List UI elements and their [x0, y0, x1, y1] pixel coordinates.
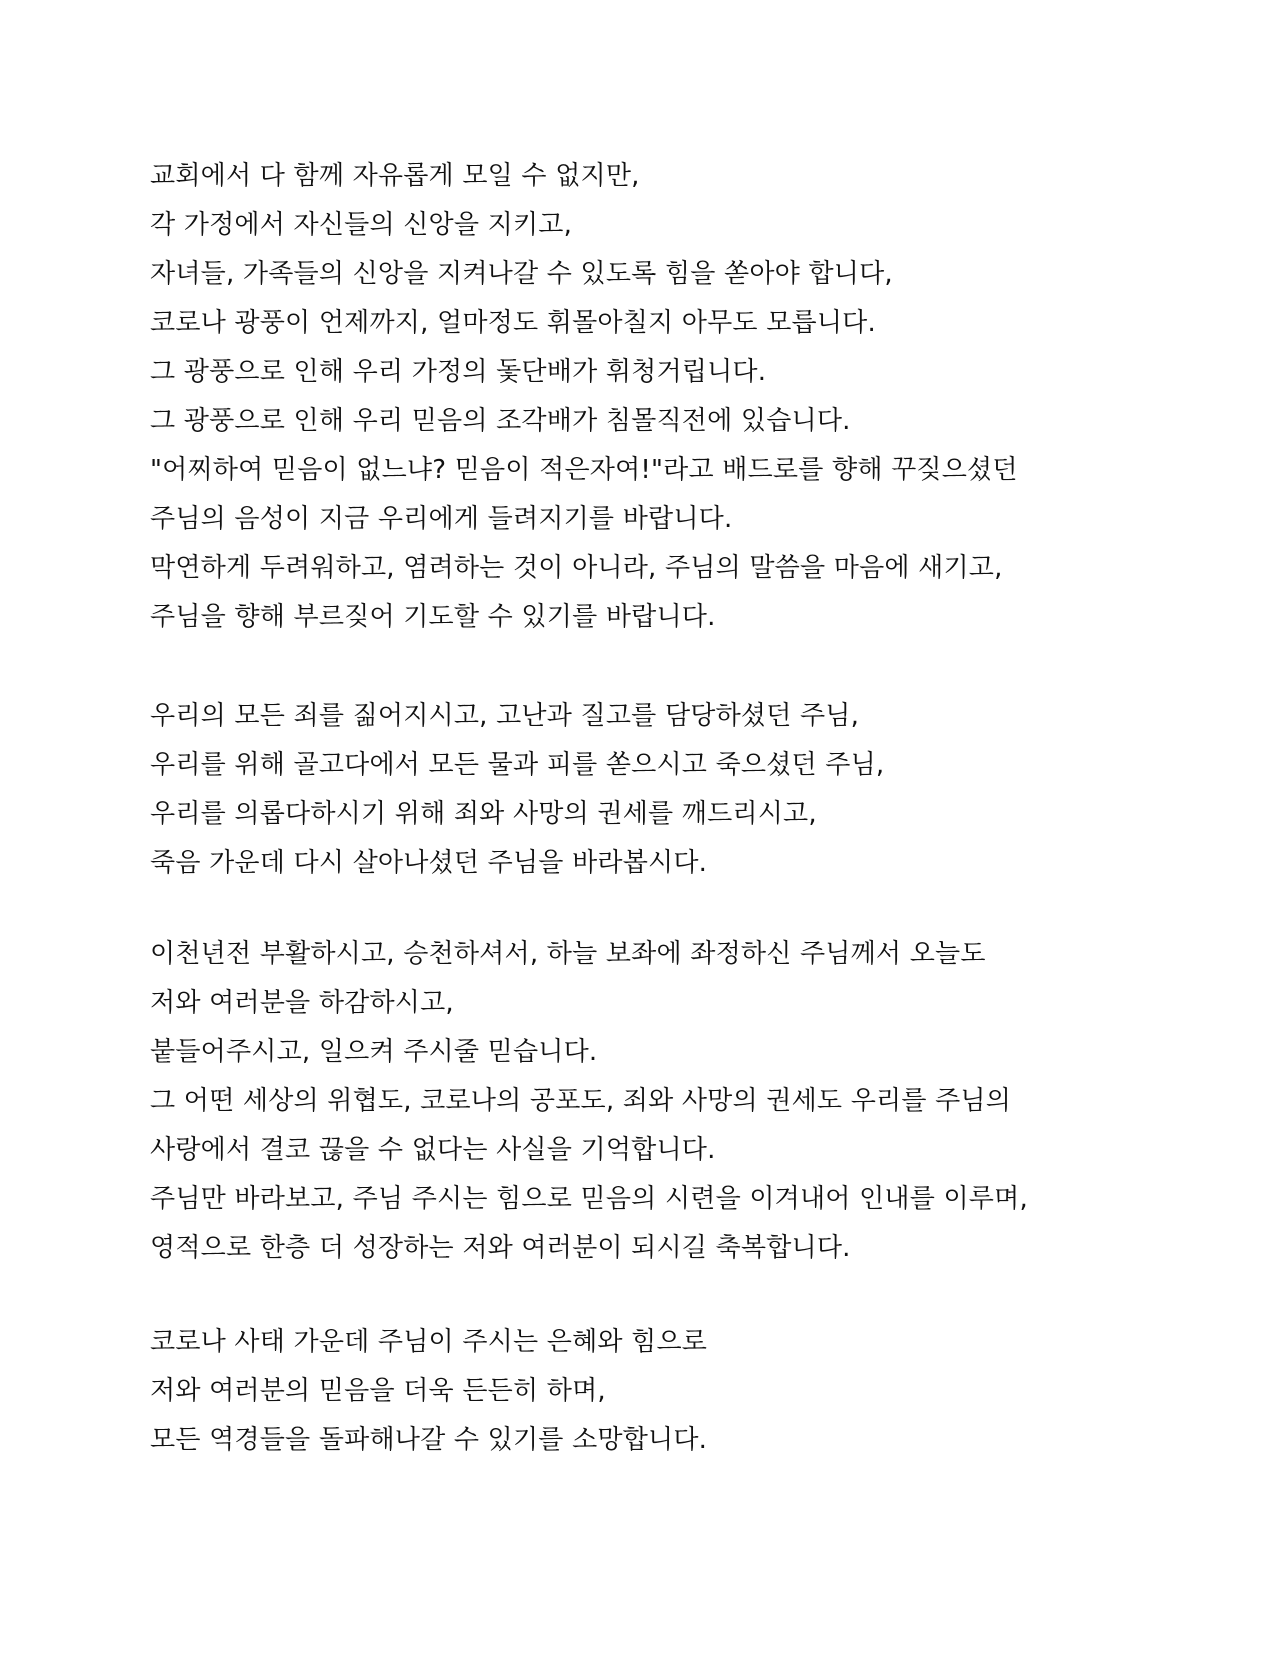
text-line: 저와 여러분의 믿음을 더욱 든든히 하며, — [150, 1376, 606, 1406]
text-line: 우리를 의롭다하시기 위해 죄와 사망의 권세를 깨드리시고, — [150, 799, 817, 829]
text-line: 주님을 향해 부르짖어 기도할 수 있기를 바랍니다. — [150, 602, 716, 632]
text-line: 자녀들, 가족들의 신앙을 지켜나갈 수 있도록 힘을 쏟아야 합니다, — [150, 259, 893, 289]
text-line: 그 광풍으로 인해 우리 믿음의 조각배가 침몰직전에 있습니다. — [150, 406, 851, 436]
paragraph-4 — [150, 1318, 1210, 1465]
text-line: 사랑에서 결코 끊을 수 없다는 사실을 기억합니다. — [150, 1135, 716, 1165]
text-line: 영적으로 한층 더 성장하는 저와 여러분이 되시길 축복합니다. — [150, 1233, 851, 1263]
text-line: 모든 역경들을 돌파해나갈 수 있기를 소망합니다. — [150, 1425, 708, 1455]
text-line: "어찌하여 믿음이 없느냐? 믿음이 적은자여!"라고 배드로를 향해 꾸짖으셨던 — [150, 455, 1018, 485]
text-line: 그 광풍으로 인해 우리 가정의 돛단배가 휘청거립니다. — [150, 357, 767, 387]
text-line: 주님만 바라보고, 주님 주시는 힘으로 믿음의 시련을 이겨내어 인내를 이루며, — [150, 1184, 1028, 1214]
text-line: 코로나 광풍이 언제까지, 얼마정도 휘몰아칠지 아무도 모릅니다. — [150, 308, 876, 338]
text-line: 우리를 위해 골고다에서 모든 물과 피를 쏟으시고 죽으셨던 주님, — [150, 750, 885, 780]
text-line: 우리의 모든 죄를 짊어지시고, 고난과 질고를 담당하셨던 주님, — [150, 701, 860, 731]
paragraph-1 — [150, 152, 1210, 642]
text-line: 붙들어주시고, 일으켜 주시줄 믿습니다. — [150, 1037, 598, 1067]
text-line: 코로나 사태 가운데 주님이 주시는 은혜와 힘으로 — [150, 1327, 708, 1357]
text-line: 이천년전 부활하시고, 승천하셔서, 하늘 보좌에 좌정하신 주님께서 오늘도 — [150, 939, 986, 969]
text-line: 죽음 가운데 다시 살아나셨던 주님을 바라봅시다. — [150, 848, 708, 878]
paragraph-2 — [150, 692, 1210, 888]
text-line: 교회에서 다 함께 자유롭게 모일 수 없지만, — [150, 161, 640, 191]
paragraph-3 — [150, 930, 1210, 1273]
text-line: 막연하게 두려워하고, 염려하는 것이 아니라, 주님의 말씀을 마음에 새기고, — [150, 553, 1003, 583]
text-line: 각 가정에서 자신들의 신앙을 지키고, — [150, 210, 573, 240]
text-line: 그 어떤 세상의 위협도, 코로나의 공포도, 죄와 사망의 권세도 우리를 주님의 — [150, 1086, 1012, 1116]
text-line: 주님의 음성이 지금 우리에게 들려지기를 바랍니다. — [150, 504, 733, 534]
text-line: 저와 여러분을 하감하시고, — [150, 988, 454, 1018]
